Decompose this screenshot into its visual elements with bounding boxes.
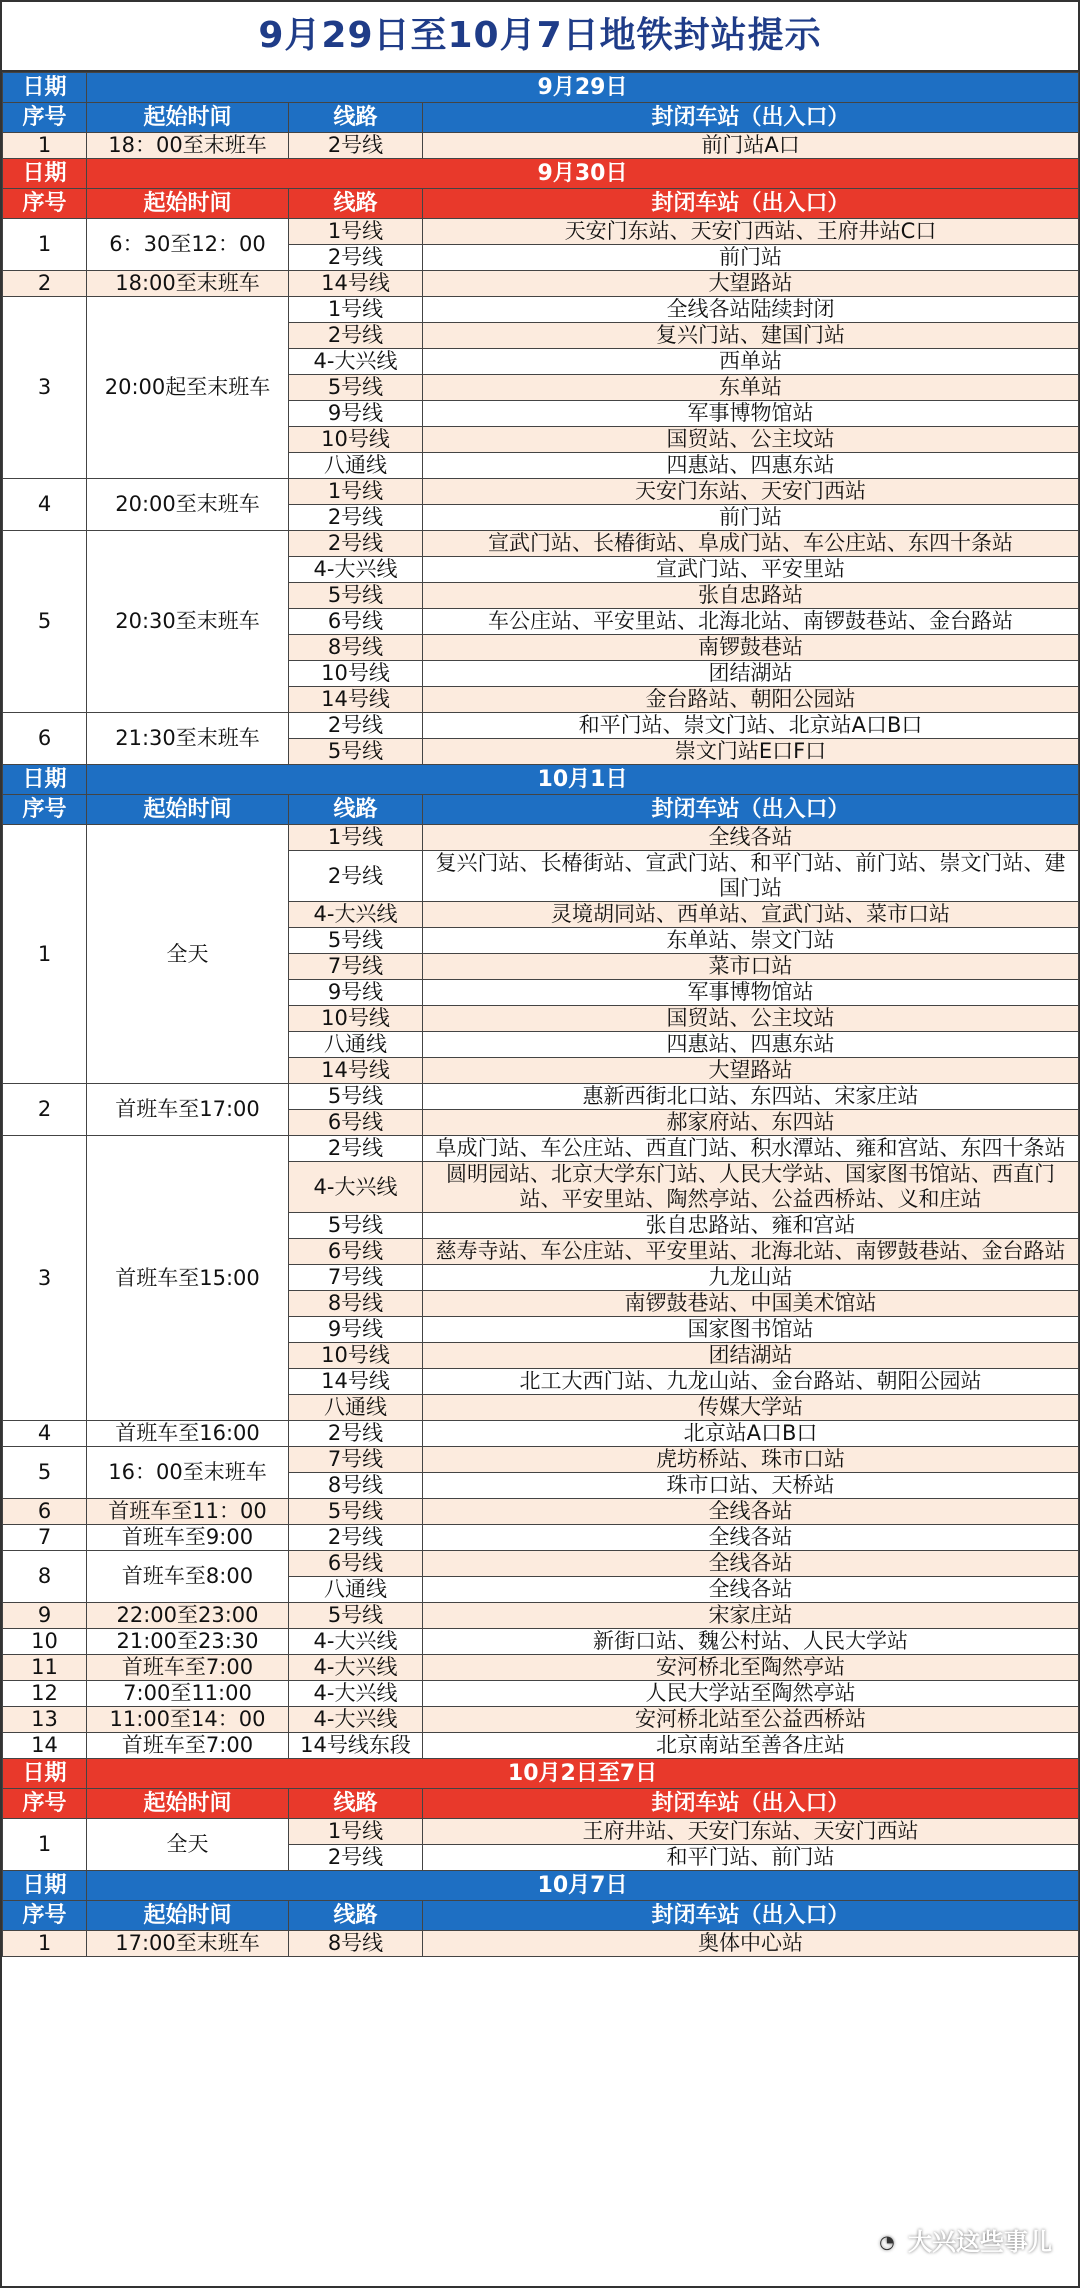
table-row bbox=[3, 271, 1079, 297]
line-cell: 7号线 bbox=[289, 1265, 423, 1291]
stations-cell: 车公庄站、平安里站、北海北站、南锣鼓巷站、金台路站 bbox=[423, 609, 1079, 635]
line-cell: 2号线 bbox=[289, 1525, 423, 1551]
seq-cell: 3 bbox=[3, 1136, 87, 1421]
stations-cell: 安河桥北站至公益西桥站 bbox=[423, 1707, 1079, 1733]
stations-cell: 虎坊桥站、珠市口站 bbox=[423, 1447, 1079, 1473]
line-cell: 14号线 bbox=[289, 1058, 423, 1084]
header-stations: 封闭车站（出入口） bbox=[423, 795, 1079, 825]
line-cell: 1号线 bbox=[289, 219, 423, 245]
stations-cell: 人民大学站至陶然亭站 bbox=[423, 1681, 1079, 1707]
line-cell: 2号线 bbox=[289, 1421, 423, 1447]
time-cell: 全天 bbox=[87, 825, 289, 1084]
seq-cell: 5 bbox=[3, 1447, 87, 1499]
time-cell: 首班车至11：00 bbox=[87, 1499, 289, 1525]
seq-cell: 13 bbox=[3, 1707, 87, 1733]
table-row bbox=[3, 1447, 1079, 1473]
line-cell: 8号线 bbox=[289, 635, 423, 661]
table-row bbox=[3, 133, 1079, 159]
stations-cell: 北京站A口B口 bbox=[423, 1421, 1079, 1447]
seq-cell: 12 bbox=[3, 1681, 87, 1707]
stations-cell: 郝家府站、东四站 bbox=[423, 1110, 1079, 1136]
header-line: 线路 bbox=[289, 189, 423, 219]
header-time: 起始时间 bbox=[87, 1901, 289, 1931]
table-row bbox=[3, 825, 1079, 851]
line-cell: 6号线 bbox=[289, 1239, 423, 1265]
line-cell: 5号线 bbox=[289, 928, 423, 954]
date-row bbox=[3, 73, 1079, 103]
line-cell: 4-大兴线 bbox=[289, 1629, 423, 1655]
line-cell: 2号线 bbox=[289, 133, 423, 159]
table-row bbox=[3, 1629, 1079, 1655]
table-row bbox=[3, 1136, 1079, 1162]
date-value: 9月30日 bbox=[87, 159, 1079, 189]
header-seq: 序号 bbox=[3, 795, 87, 825]
header-row bbox=[3, 189, 1079, 219]
line-cell: 7号线 bbox=[289, 1447, 423, 1473]
time-cell: 全天 bbox=[87, 1819, 289, 1871]
table-row bbox=[3, 1931, 1079, 1957]
line-cell: 6号线 bbox=[289, 1551, 423, 1577]
header-row bbox=[3, 103, 1079, 133]
stations-cell: 宋家庄站 bbox=[423, 1603, 1079, 1629]
stations-cell: 大望路站 bbox=[423, 1058, 1079, 1084]
stations-cell: 东单站 bbox=[423, 375, 1079, 401]
header-stations: 封闭车站（出入口） bbox=[423, 1789, 1079, 1819]
stations-cell: 全线各站 bbox=[423, 1525, 1079, 1551]
table-row bbox=[3, 1681, 1079, 1707]
header-stations: 封闭车站（出入口） bbox=[423, 103, 1079, 133]
time-cell: 18：00至末班车 bbox=[87, 133, 289, 159]
header-stations: 封闭车站（出入口） bbox=[423, 1901, 1079, 1931]
line-cell: 八通线 bbox=[289, 1577, 423, 1603]
date-label: 日期 bbox=[3, 159, 87, 189]
stations-cell: 全线各站 bbox=[423, 1551, 1079, 1577]
seq-cell: 2 bbox=[3, 271, 87, 297]
seq-cell: 5 bbox=[3, 531, 87, 713]
line-cell: 1号线 bbox=[289, 825, 423, 851]
date-row bbox=[3, 1759, 1079, 1789]
table-row bbox=[3, 297, 1079, 323]
line-cell: 2号线 bbox=[289, 1136, 423, 1162]
table-row bbox=[3, 1525, 1079, 1551]
time-cell: 16：00至末班车 bbox=[87, 1447, 289, 1499]
seq-cell: 7 bbox=[3, 1525, 87, 1551]
seq-cell: 6 bbox=[3, 713, 87, 765]
stations-cell: 天安门东站、天安门西站 bbox=[423, 479, 1079, 505]
line-cell: 14号线 bbox=[289, 1369, 423, 1395]
stations-cell: 国家图书馆站 bbox=[423, 1317, 1079, 1343]
time-cell: 20:00至末班车 bbox=[87, 479, 289, 531]
seq-cell: 2 bbox=[3, 1084, 87, 1136]
line-cell: 9号线 bbox=[289, 401, 423, 427]
date-row bbox=[3, 1871, 1079, 1901]
stations-cell: 张自忠路站、雍和宫站 bbox=[423, 1213, 1079, 1239]
header-time: 起始时间 bbox=[87, 103, 289, 133]
time-cell: 21:30至末班车 bbox=[87, 713, 289, 765]
seq-cell: 4 bbox=[3, 1421, 87, 1447]
date-label: 日期 bbox=[3, 1871, 87, 1901]
header-line: 线路 bbox=[289, 103, 423, 133]
line-cell: 5号线 bbox=[289, 739, 423, 765]
stations-cell: 前门站A口 bbox=[423, 133, 1079, 159]
line-cell: 4-大兴线 bbox=[289, 902, 423, 928]
line-cell: 9号线 bbox=[289, 980, 423, 1006]
stations-cell: 圆明园站、北京大学东门站、人民大学站、国家图书馆站、西直门站、平安里站、陶然亭站、公益西桥站、义和庄站 bbox=[423, 1162, 1079, 1213]
stations-cell: 军事博物馆站 bbox=[423, 401, 1079, 427]
time-cell: 22:00至23:00 bbox=[87, 1603, 289, 1629]
seq-cell: 1 bbox=[3, 1931, 87, 1957]
time-cell: 首班车至15:00 bbox=[87, 1136, 289, 1421]
stations-cell: 全线各站 bbox=[423, 1577, 1079, 1603]
table-row bbox=[3, 531, 1079, 557]
header-seq: 序号 bbox=[3, 189, 87, 219]
line-cell: 八通线 bbox=[289, 1395, 423, 1421]
date-row bbox=[3, 159, 1079, 189]
stations-cell: 安河桥北至陶然亭站 bbox=[423, 1655, 1079, 1681]
stations-cell: 奥体中心站 bbox=[423, 1931, 1079, 1957]
stations-cell: 崇文门站E口F口 bbox=[423, 739, 1079, 765]
line-cell: 5号线 bbox=[289, 375, 423, 401]
stations-cell: 四惠站、四惠东站 bbox=[423, 1032, 1079, 1058]
line-cell: 5号线 bbox=[289, 583, 423, 609]
table-row bbox=[3, 1733, 1079, 1759]
stations-cell: 金台路站、朝阳公园站 bbox=[423, 687, 1079, 713]
header-line: 线路 bbox=[289, 1789, 423, 1819]
line-cell: 10号线 bbox=[289, 427, 423, 453]
seq-cell: 8 bbox=[3, 1551, 87, 1603]
line-cell: 14号线东段 bbox=[289, 1733, 423, 1759]
stations-cell: 西单站 bbox=[423, 349, 1079, 375]
stations-cell: 国贸站、公主坟站 bbox=[423, 1006, 1079, 1032]
seq-cell: 14 bbox=[3, 1733, 87, 1759]
date-label: 日期 bbox=[3, 765, 87, 795]
date-label: 日期 bbox=[3, 73, 87, 103]
stations-cell: 复兴门站、长椿街站、宣武门站、和平门站、前门站、崇文门站、建国门站 bbox=[423, 851, 1079, 902]
header-stations: 封闭车站（出入口） bbox=[423, 189, 1079, 219]
time-cell: 7:00至11:00 bbox=[87, 1681, 289, 1707]
header-line: 线路 bbox=[289, 1901, 423, 1931]
line-cell: 2号线 bbox=[289, 505, 423, 531]
stations-cell: 宣武门站、平安里站 bbox=[423, 557, 1079, 583]
stations-cell: 军事博物馆站 bbox=[423, 980, 1079, 1006]
line-cell: 2号线 bbox=[289, 531, 423, 557]
date-value: 10月2日至7日 bbox=[87, 1759, 1079, 1789]
stations-cell: 全线各站 bbox=[423, 825, 1079, 851]
time-cell: 20:30至末班车 bbox=[87, 531, 289, 713]
stations-cell: 四惠站、四惠东站 bbox=[423, 453, 1079, 479]
line-cell: 5号线 bbox=[289, 1499, 423, 1525]
line-cell: 4-大兴线 bbox=[289, 557, 423, 583]
line-cell: 4-大兴线 bbox=[289, 1655, 423, 1681]
stations-cell: 北工大西门站、九龙山站、金台路站、朝阳公园站 bbox=[423, 1369, 1079, 1395]
stations-cell: 新街口站、魏公村站、人民大学站 bbox=[423, 1629, 1079, 1655]
stations-cell: 全线各站陆续封闭 bbox=[423, 297, 1079, 323]
line-cell: 7号线 bbox=[289, 954, 423, 980]
time-cell: 首班车至16:00 bbox=[87, 1421, 289, 1447]
time-cell: 17:00至末班车 bbox=[87, 1931, 289, 1957]
time-cell: 18:00至末班车 bbox=[87, 271, 289, 297]
watermark-text: 大兴这些事儿 bbox=[908, 2228, 1052, 2256]
stations-cell: 南锣鼓巷站、中国美术馆站 bbox=[423, 1291, 1079, 1317]
date-label: 日期 bbox=[3, 1759, 87, 1789]
table-row bbox=[3, 1819, 1079, 1845]
stations-cell: 阜成门站、车公庄站、西直门站、积水潭站、雍和宫站、东四十条站 bbox=[423, 1136, 1079, 1162]
page-title: 9月29日至10月7日地铁封站提示 bbox=[2, 2, 1078, 72]
time-cell: 6：30至12：00 bbox=[87, 219, 289, 271]
time-cell: 首班车至9:00 bbox=[87, 1525, 289, 1551]
table-row bbox=[3, 479, 1079, 505]
stations-cell: 王府井站、天安门东站、天安门西站 bbox=[423, 1819, 1079, 1845]
table-row bbox=[3, 1084, 1079, 1110]
line-cell: 10号线 bbox=[289, 1343, 423, 1369]
watermark bbox=[872, 2222, 1052, 2258]
seq-cell: 3 bbox=[3, 297, 87, 479]
stations-cell: 北京南站至善各庄站 bbox=[423, 1733, 1079, 1759]
line-cell: 4-大兴线 bbox=[289, 349, 423, 375]
date-value: 10月7日 bbox=[87, 1871, 1079, 1901]
seq-cell: 1 bbox=[3, 219, 87, 271]
line-cell: 2号线 bbox=[289, 245, 423, 271]
line-cell: 5号线 bbox=[289, 1084, 423, 1110]
closure-table bbox=[2, 72, 1079, 1957]
line-cell: 2号线 bbox=[289, 323, 423, 349]
stations-cell: 慈寿寺站、车公庄站、平安里站、北海北站、南锣鼓巷站、金台路站 bbox=[423, 1239, 1079, 1265]
line-cell: 9号线 bbox=[289, 1317, 423, 1343]
stations-cell: 菜市口站 bbox=[423, 954, 1079, 980]
header-time: 起始时间 bbox=[87, 1789, 289, 1819]
line-cell: 4-大兴线 bbox=[289, 1707, 423, 1733]
line-cell: 6号线 bbox=[289, 1110, 423, 1136]
line-cell: 10号线 bbox=[289, 661, 423, 687]
seq-cell: 11 bbox=[3, 1655, 87, 1681]
stations-cell: 灵境胡同站、西单站、宣武门站、菜市口站 bbox=[423, 902, 1079, 928]
header-row bbox=[3, 1789, 1079, 1819]
wechat-icon: ◔ bbox=[872, 2228, 902, 2258]
stations-cell: 和平门站、前门站 bbox=[423, 1845, 1079, 1871]
stations-cell: 团结湖站 bbox=[423, 661, 1079, 687]
seq-cell: 1 bbox=[3, 825, 87, 1084]
stations-cell: 前门站 bbox=[423, 245, 1079, 271]
line-cell: 10号线 bbox=[289, 1006, 423, 1032]
date-row bbox=[3, 765, 1079, 795]
header-seq: 序号 bbox=[3, 1789, 87, 1819]
line-cell: 2号线 bbox=[289, 713, 423, 739]
stations-cell: 九龙山站 bbox=[423, 1265, 1079, 1291]
table-row bbox=[3, 1421, 1079, 1447]
line-cell: 14号线 bbox=[289, 687, 423, 713]
stations-cell: 南锣鼓巷站 bbox=[423, 635, 1079, 661]
stations-cell: 前门站 bbox=[423, 505, 1079, 531]
stations-cell: 天安门东站、天安门西站、王府井站C口 bbox=[423, 219, 1079, 245]
header-row bbox=[3, 795, 1079, 825]
time-cell: 首班车至8:00 bbox=[87, 1551, 289, 1603]
stations-cell: 东单站、崇文门站 bbox=[423, 928, 1079, 954]
header-time: 起始时间 bbox=[87, 189, 289, 219]
line-cell: 4-大兴线 bbox=[289, 1162, 423, 1213]
line-cell: 14号线 bbox=[289, 271, 423, 297]
stations-cell: 张自忠路站 bbox=[423, 583, 1079, 609]
line-cell: 1号线 bbox=[289, 479, 423, 505]
stations-cell: 大望路站 bbox=[423, 271, 1079, 297]
stations-cell: 全线各站 bbox=[423, 1499, 1079, 1525]
header-row bbox=[3, 1901, 1079, 1931]
header-seq: 序号 bbox=[3, 103, 87, 133]
table-row bbox=[3, 713, 1079, 739]
seq-cell: 6 bbox=[3, 1499, 87, 1525]
seq-cell: 1 bbox=[3, 1819, 87, 1871]
date-value: 10月1日 bbox=[87, 765, 1079, 795]
line-cell: 8号线 bbox=[289, 1473, 423, 1499]
date-value: 9月29日 bbox=[87, 73, 1079, 103]
line-cell: 1号线 bbox=[289, 297, 423, 323]
line-cell: 2号线 bbox=[289, 1845, 423, 1871]
stations-cell: 传媒大学站 bbox=[423, 1395, 1079, 1421]
line-cell: 2号线 bbox=[289, 851, 423, 902]
line-cell: 5号线 bbox=[289, 1213, 423, 1239]
time-cell: 首班车至17:00 bbox=[87, 1084, 289, 1136]
line-cell: 1号线 bbox=[289, 1819, 423, 1845]
table-row bbox=[3, 1603, 1079, 1629]
line-cell: 5号线 bbox=[289, 1603, 423, 1629]
line-cell: 8号线 bbox=[289, 1931, 423, 1957]
stations-cell: 复兴门站、建国门站 bbox=[423, 323, 1079, 349]
seq-cell: 9 bbox=[3, 1603, 87, 1629]
header-time: 起始时间 bbox=[87, 795, 289, 825]
stations-cell: 珠市口站、天桥站 bbox=[423, 1473, 1079, 1499]
header-line: 线路 bbox=[289, 795, 423, 825]
stations-cell: 国贸站、公主坟站 bbox=[423, 427, 1079, 453]
table-row bbox=[3, 1707, 1079, 1733]
seq-cell: 4 bbox=[3, 479, 87, 531]
line-cell: 4-大兴线 bbox=[289, 1681, 423, 1707]
seq-cell: 1 bbox=[3, 133, 87, 159]
stations-cell: 惠新西街北口站、东四站、宋家庄站 bbox=[423, 1084, 1079, 1110]
time-cell: 20:00起至末班车 bbox=[87, 297, 289, 479]
table-row bbox=[3, 1499, 1079, 1525]
line-cell: 八通线 bbox=[289, 453, 423, 479]
stations-cell: 团结湖站 bbox=[423, 1343, 1079, 1369]
seq-cell: 10 bbox=[3, 1629, 87, 1655]
time-cell: 首班车至7:00 bbox=[87, 1655, 289, 1681]
time-cell: 11:00至14：00 bbox=[87, 1707, 289, 1733]
table-row bbox=[3, 1655, 1079, 1681]
stations-cell: 和平门站、崇文门站、北京站A口B口 bbox=[423, 713, 1079, 739]
time-cell: 首班车至7:00 bbox=[87, 1733, 289, 1759]
stations-cell: 宣武门站、长椿街站、阜成门站、车公庄站、东四十条站 bbox=[423, 531, 1079, 557]
line-cell: 6号线 bbox=[289, 609, 423, 635]
header-seq: 序号 bbox=[3, 1901, 87, 1931]
line-cell: 八通线 bbox=[289, 1032, 423, 1058]
time-cell: 21:00至23:30 bbox=[87, 1629, 289, 1655]
table-row bbox=[3, 1551, 1079, 1577]
table-row bbox=[3, 219, 1079, 245]
line-cell: 8号线 bbox=[289, 1291, 423, 1317]
